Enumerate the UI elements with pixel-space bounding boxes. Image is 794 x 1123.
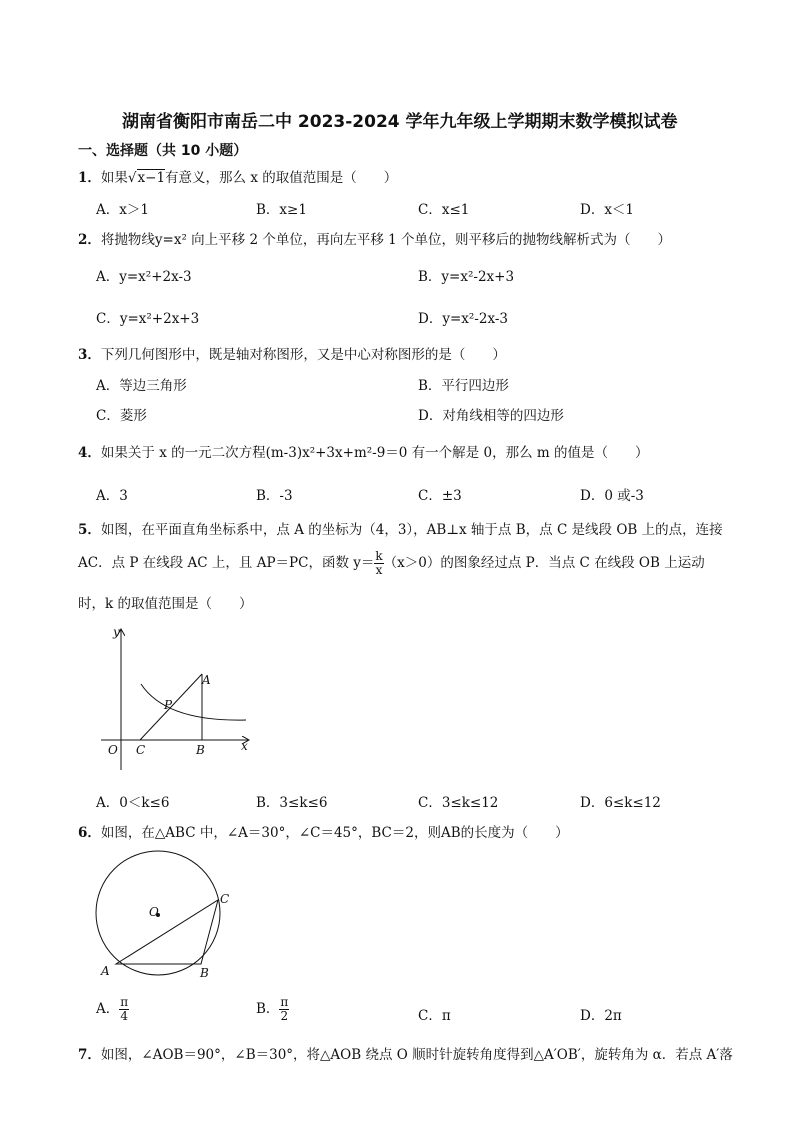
label-a: A [202,673,211,687]
question-number: 2． [78,232,101,248]
question-text: 如果关于 x 的一元二次方程(m-3)x²+3x+m²-9＝0 有一个解是 0，那么 m 的值是（ ） [100,445,649,461]
question-number: 4． [78,445,101,461]
question-text: 如果 [100,170,128,186]
circle-figure [92,845,242,985]
question-1 [78,166,397,186]
option-letter: D． [580,1008,605,1024]
radicand: x−1 [137,170,166,186]
option-a: A．等边三角形 [96,378,187,394]
question-number: 3． [78,347,101,363]
label-p: P [164,698,173,712]
question-number: 6． [78,825,101,841]
option-d: D．x＜1 [580,202,635,218]
option-a [96,996,129,1023]
label-b: B [196,743,205,757]
option-letter: C． [418,1008,442,1024]
question-5 [78,518,723,538]
fraction-numerator: k [375,549,383,563]
question-5-line-2 [78,550,705,577]
question-text: 将抛物线y=x² 向上平移 2 个单位，再向左平移 1 个单位，则平移后的抛物线解析式为（ ） [100,232,672,248]
fraction-denominator: 4 [120,1009,129,1023]
radical-sign: √ [127,170,137,186]
option-b: B．y=x²-2x+3 [418,269,515,285]
section-heading: 一、选择题（共 10 小题） [78,143,248,159]
fraction [279,996,289,1023]
option-c: C．±3 [418,488,462,504]
option-value: π [441,1008,451,1024]
question-text: （x＞0）的图象经过点 P．当点 C 在线段 OB 上运动 [383,555,705,571]
question-6 [78,821,569,841]
question-text: 如图，在平面直角坐标系中，点 A 的坐标为（4，3），AB⊥x 轴于点 B，点 C 是线段 OB 上的点，连接 [100,522,723,538]
triangle-abc [116,900,218,964]
label-a: A [101,964,110,978]
option-b: B．x≥1 [256,202,307,218]
option-c: C．x≤1 [418,202,470,218]
label-b: B [200,966,209,980]
option-a: A．0＜k≤6 [96,795,170,811]
option-letter: B． [256,1001,280,1017]
question-number: 1． [78,170,101,186]
fraction-denominator: x [375,563,383,577]
option-b [256,996,289,1023]
label-c: C [136,743,146,757]
option-d [580,1004,622,1024]
option-b: B．平行四边形 [418,378,509,394]
option-c [418,1004,451,1024]
question-5-line-3: 时，k 的取值范围是（ ） [78,596,253,612]
question-text: 下列几何图形中，既是轴对称图形，又是中心对称图形的是（ ） [100,347,506,363]
option-a: A．y=x²+2x-3 [96,269,192,285]
label-y: y [113,625,120,639]
question-number: 7． [78,1047,101,1063]
option-a: A．3 [96,488,128,504]
question-text: AC．点 P 在线段 AC 上，且 AP＝PC，函数 y＝ [78,555,375,571]
label-o: O [108,743,118,757]
fraction-numerator: π [120,995,129,1009]
question-2 [78,228,671,248]
option-c: C．菱形 [96,408,147,424]
question-3 [78,343,506,363]
label-c: C [220,892,230,906]
option-d: D．6≤k≤12 [580,795,661,811]
question-text: 有意义，那么 x 的取值范围是（ ） [165,170,398,186]
option-a: A．x＞1 [96,202,149,218]
option-d: D．y=x²-2x-3 [418,311,508,327]
question-7 [78,1043,733,1063]
option-letter: A． [96,1001,120,1017]
fraction [119,996,129,1023]
fraction-denominator: 2 [280,1009,289,1023]
label-x: x [241,739,248,753]
hyperbola-curve [141,684,246,720]
page-title: 湖南省衡阳市南岳二中 2023-2024 学年九年级上学期期末数学模拟试卷 [122,112,678,132]
question-4 [78,441,648,461]
label-o: O [149,905,159,919]
question-text: 如图，∠AOB＝90°，∠B＝30°，将△AOB 绕点 O 顺时针旋转角度得到△A′OB′，旋转角为 α．若点 A′落 [100,1047,733,1063]
option-c: C．3≤k≤12 [418,795,499,811]
option-c: C．y=x²+2x+3 [96,311,200,327]
option-b: B．-3 [256,488,293,504]
option-d: D．对角线相等的四边形 [418,408,564,424]
option-value: 2π [604,1008,622,1024]
option-d: D．0 或-3 [580,488,644,504]
question-text: 如图，在△ABC 中，∠A＝30°，∠C＝45°，BC＝2，则AB的长度为（ ） [100,825,569,841]
question-number: 5． [78,522,101,538]
option-b: B．3≤k≤6 [256,795,328,811]
coordinate-figure [96,622,261,782]
fraction [374,550,383,577]
fraction-numerator: π [280,995,289,1009]
